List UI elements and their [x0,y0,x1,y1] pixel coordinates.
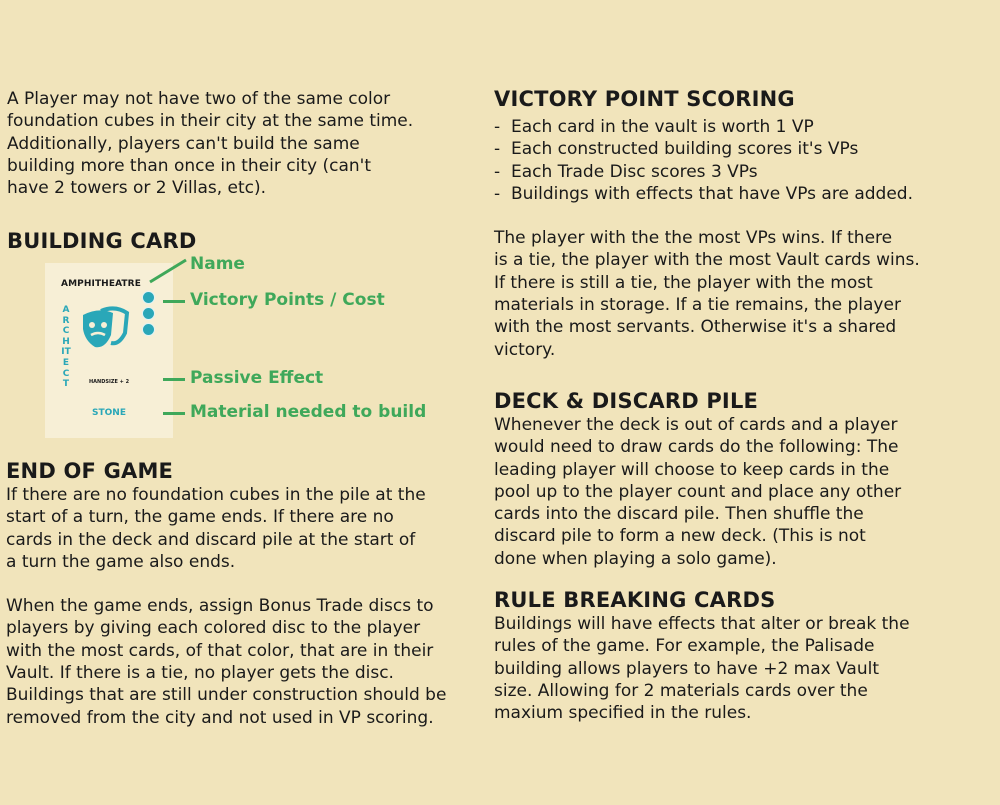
card-class: ARCHITECT [61,305,71,390]
deck-discard-heading: DECK & DISCARD PILE [494,388,759,413]
list-item: - Each card in the vault is worth 1 VP [494,117,814,137]
card-material: STONE [92,408,126,418]
list-item: - Each constructed building scores it's VPs [494,139,859,160]
end-of-game-paragraph-2: When the game ends, assign Bonus Trade discs to players by giving each colored disc to the player with the most cards, of that color, that are in their Vault. If there is a tie, no player gets the disc. Buildings that are still under construction should be removed from the city and not used in VP scoring. [6,596,447,728]
rule-breaking-heading: RULE BREAKING CARDS [494,588,776,613]
list-item: - Buildings with effects that have VPs are added. [494,183,913,204]
coin-icon [142,323,155,336]
name-pointer-line [148,256,188,286]
card-name: AMPHITHEATRE [61,279,141,289]
right-column [494,86,964,725]
coin-icon [142,291,155,304]
vp-scoring-heading: VICTORY POINT SCORING [494,87,795,111]
passive-pointer-line [163,378,185,381]
left-column [7,88,477,254]
vp-scoring-paragraph: The player with the the most VPs wins. If there is a tie, the player with the most Vault cards wins. If there is still a tie, the player with the most materials in storage. If a tie remains, the player with the most servants. Otherwise it's a shared victory. [494,228,920,360]
building-card-example [45,263,173,438]
end-of-game-section [6,458,481,729]
deck-discard-paragraph: Whenever the deck is out of cards and a player would need to draw cards do the following: The leading player will choose to keep cards in the pool up to the player count and place any other cards into the discard pile. Then shuffle the discard pile to form a new deck. (This is not done when playing a solo game). [494,414,902,569]
callout-material: Material needed to build [190,402,427,422]
coin-icon [142,307,155,320]
card-effect: HANDSIZE + 2 [89,379,130,385]
end-of-game-heading: END OF GAME [6,459,174,483]
vp-cost-coins [142,291,155,339]
list-item: - Each Trade Disc scores 3 VPs [494,161,758,182]
building-card-heading: BUILDING CARD [7,229,197,254]
vp-cost-pointer-line [163,300,185,303]
intro-paragraph: A Player may not have two of the same color foundation cubes in their city at the same time. Additionally, players can't build the same building more than once in their city (can't have 2 towers or 2 Villas, etc). [7,89,414,199]
theatre-masks-icon [79,305,131,357]
vp-scoring-list [494,116,964,205]
material-pointer-line [163,412,185,415]
callout-passive-effect: Passive Effect [190,368,324,388]
rule-breaking-paragraph: Buildings will have effects that alter or break the rules of the game. For example, the Palisade building allows players to have +2 max Vault size. Allowing for 2 materials cards over the maxium specified in the rules. [494,614,910,724]
callout-name: Name [190,254,245,274]
end-of-game-paragraph-1: If there are no foundation cubes in the pile at the start of a turn, the game ends. If there are no cards in the deck and discard pile at the start of a turn the game also ends. [6,485,426,572]
callout-vp-cost: Victory Points / Cost [190,290,385,310]
